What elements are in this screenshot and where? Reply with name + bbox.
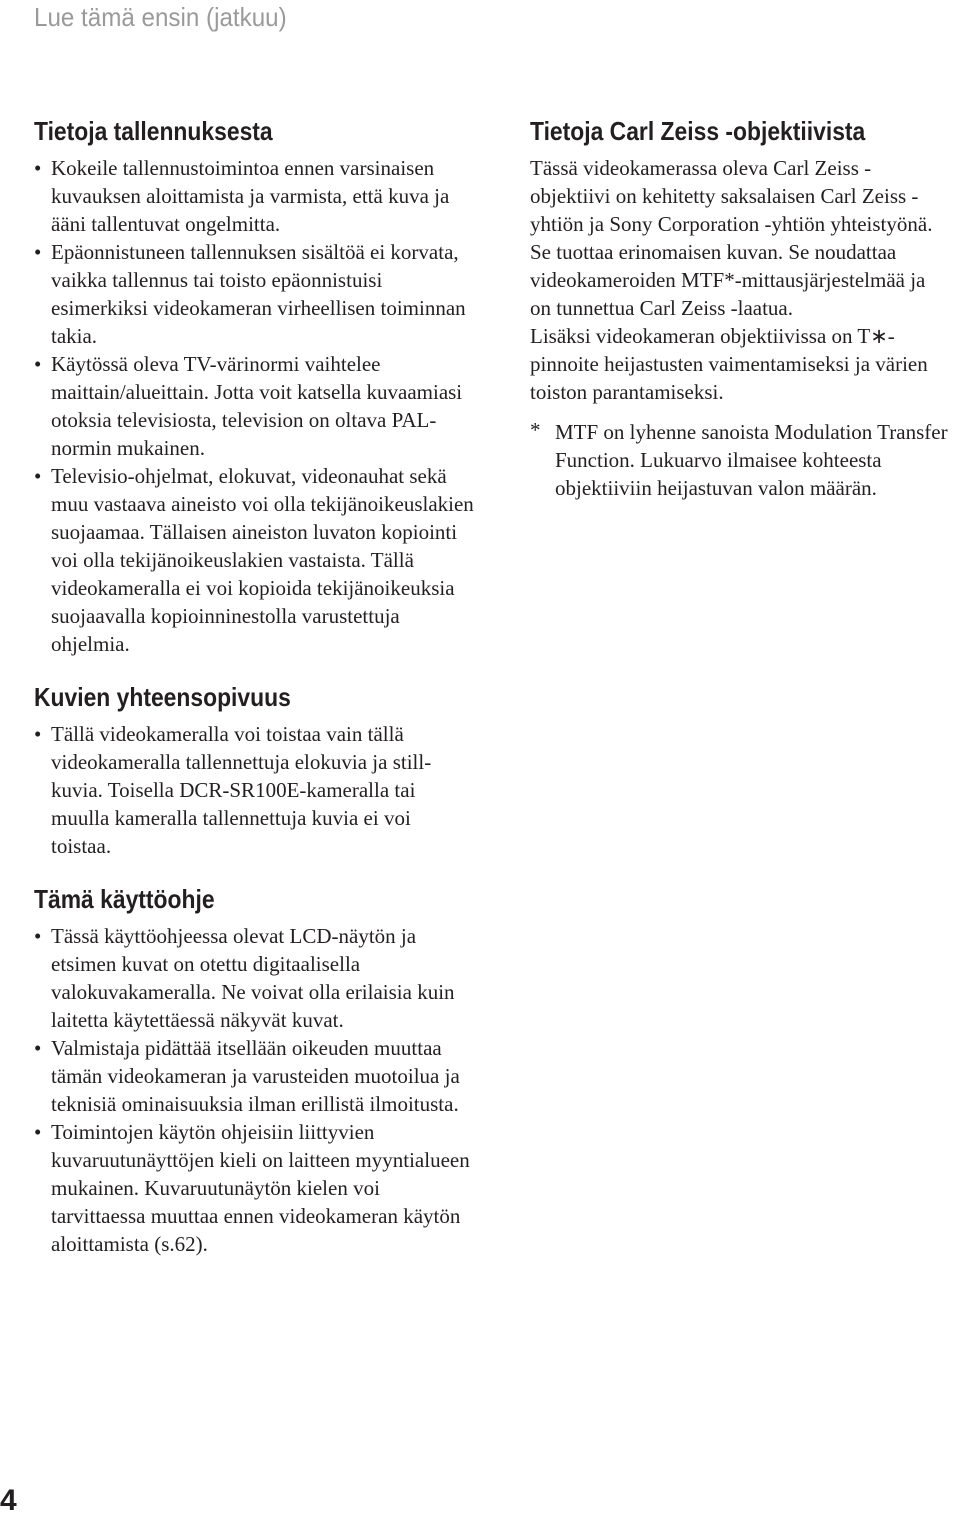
list-item	[34, 154, 474, 238]
section-title: Tämä käyttöohje	[34, 884, 215, 914]
bullet-list	[34, 922, 474, 1258]
list-item-text: Tällä videokameralla voi toistaa vain tällä videokameralla tallennettuja elokuvia ja still-kuvia. Toisella DCR-SR100E-kameralla tai muulla kameralla tallennettuja kuvia ei voi toistaa.	[51, 722, 432, 858]
section-title: Kuvien yhteensopivuus	[34, 682, 291, 712]
bullet-icon: •	[34, 464, 42, 488]
section-this-manual	[34, 882, 474, 1258]
bullet-list	[34, 154, 474, 658]
bullet-icon: •	[34, 240, 42, 264]
list-item-text: Televisio-ohjelmat, elokuvat, videonauhat sekä muu vastaava aineisto voi olla tekijänoikeuslakien suojaamaa. Tällaisen aineiston luvaton kopiointi voi olla tekijänoikeuslakien vastaista. Tällä videokameralla ei voi kopioida tekijänoikeuksia suojaavalla kopioinninestolla varustettuja ohjelmia.	[51, 464, 474, 656]
list-item	[34, 238, 474, 350]
list-item-text: Toimintojen käytön ohjeisiin liittyvien kuvaruutunäyttöjen kieli on laitteen myyntialueen mukainen. Kuvaruutunäytön kielen voi tarvittaessa muuttaa ennen videokameran käytön aloittamista (s.62).	[51, 1120, 470, 1256]
footnote-marker: *	[530, 418, 541, 442]
bullet-icon: •	[34, 352, 42, 376]
list-item	[34, 350, 474, 462]
list-item	[34, 1034, 474, 1118]
page-header-title: Lue tämä ensin (jatkuu)	[34, 2, 287, 32]
right-column	[530, 114, 950, 502]
list-item-text: Käytössä oleva TV-värinormi vaihtelee maittain/alueittain. Jotta voit katsella kuvaamiasi otoksia televisiosta, television on oltava PAL-normin mukainen.	[51, 352, 463, 460]
bullet-icon: •	[34, 924, 42, 948]
t-star-coating-paragraph: Lisäksi videokameran objektiivissa on T∗-pinnoite heijastusten vaimentamiseksi ja värien toiston parantamiseksi.	[530, 324, 928, 404]
list-item-text: Kokeile tallennustoimintoa ennen varsinaisen kuvauksen aloittamista ja varmista, että kuva ja ääni tallentuvat ongelmitta.	[51, 156, 450, 236]
page-number: 4	[0, 1484, 17, 1517]
bullet-icon: •	[34, 1036, 42, 1060]
list-item-text: Valmistaja pidättää itsellään oikeuden muuttaa tämän videokameran ja varusteiden muotoilua ja teknisiä ominaisuuksia ilman erillistä ilmoitusta.	[51, 1036, 460, 1116]
list-item	[34, 922, 474, 1034]
list-item	[34, 462, 474, 658]
footnote-text: MTF on lyhenne sanoista Modulation Transfer Function. Lukuarvo ilmaisee kohteesta objektiiviin heijastuvan valon määrän.	[555, 420, 948, 500]
list-item	[34, 720, 474, 860]
mtf-footnote	[530, 418, 950, 502]
bullet-icon: •	[34, 1120, 42, 1144]
left-column	[34, 114, 474, 1258]
bullet-icon: •	[34, 156, 42, 180]
carl-zeiss-paragraph: Tässä videokamerassa oleva Carl Zeiss -objektiivi on kehitetty saksalaisen Carl Zeiss -yhtiön ja Sony Corporation -yhtiön yhteistyönä. Se tuottaa erinomaisen kuvan. Se noudattaa videokameroiden MTF*-mittausjärjestelmää ja on tunnettua Carl Zeiss -laatua.	[530, 156, 933, 320]
list-item	[34, 1118, 474, 1258]
list-item-text: Epäonnistuneen tallennuksen sisältöä ei korvata, vaikka tallennus tai toisto epäonnistuisi esimerkiksi videokameran virheellisen toiminnan takia.	[51, 240, 466, 348]
bullet-icon: •	[34, 722, 42, 746]
section-title-carl-zeiss: Tietoja Carl Zeiss -objektiivista	[530, 116, 866, 146]
section-title: Tietoja tallennuksesta	[34, 116, 273, 146]
list-item-text: Tässä käyttöohjeessa olevat LCD-näytön ja etsimen kuvat on otettu digitaalisella valokuvakameralla. Ne voivat olla erilaisia kuin laitetta käytettäessä näkyvät kuvat.	[51, 924, 455, 1032]
section-image-compatibility	[34, 680, 474, 860]
section-recording-info	[34, 114, 474, 658]
bullet-list	[34, 720, 474, 860]
